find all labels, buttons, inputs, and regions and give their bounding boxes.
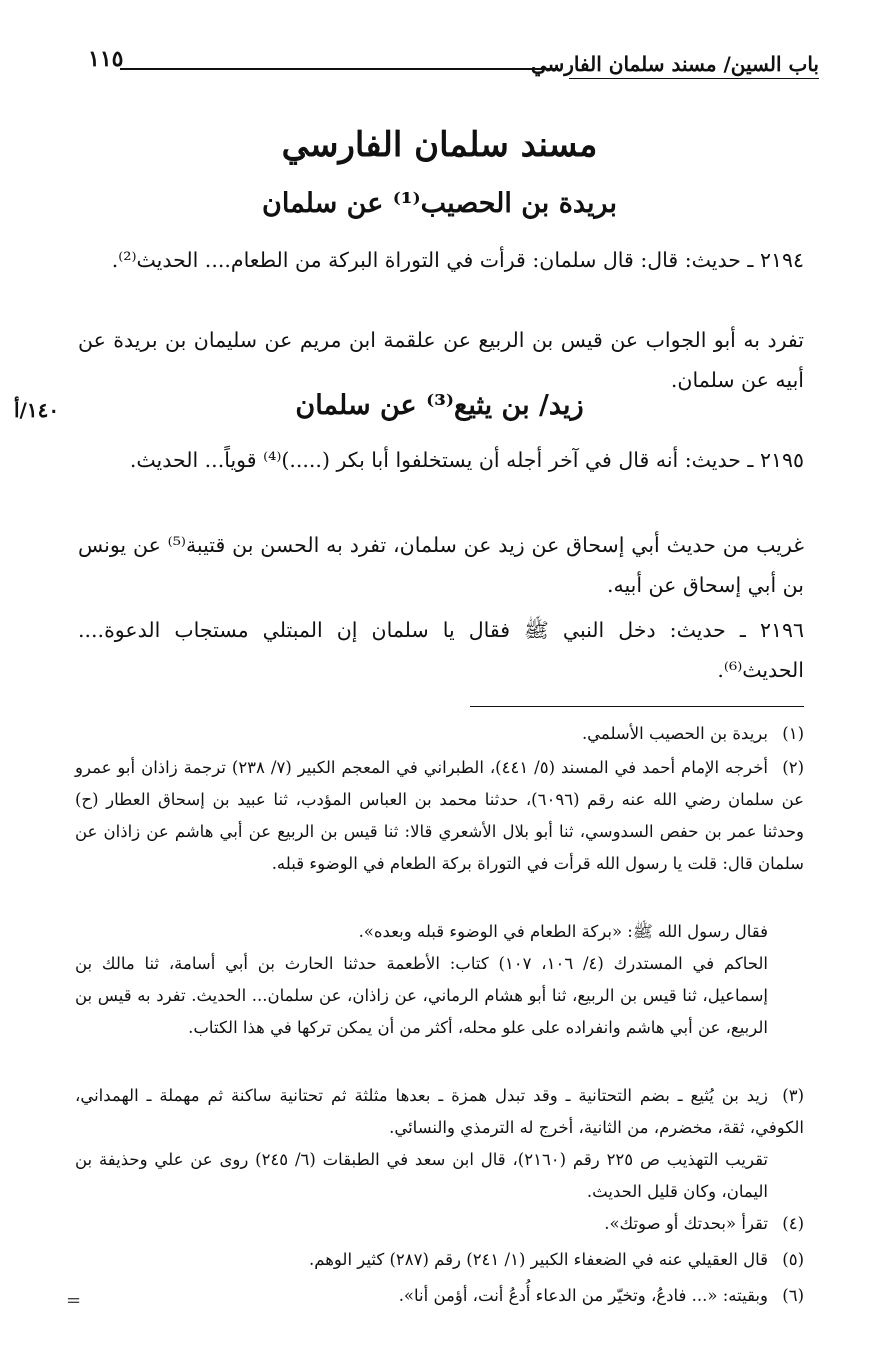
page-title: مسند سلمان الفارسي <box>281 125 598 165</box>
note-paragraph-2: غريب من حديث أبي إسحاق عن زيد عن سلمان، تفرد به الحسن بن قتيبة⁽⁵⁾ عن يونس بن أبي إسحاق عن أبيه. <box>78 533 804 597</box>
footnote-text: قال العقيلي عنه في الضعفاء الكبير (١/ ٢٤١) رقم (٢٨٧) كثير الوهم. <box>308 1250 768 1269</box>
footnote-text: زيد بن يُثيع ـ بضم التحتانية ـ وقد تبدل همزة ـ بعدها مثلثة ثم تحتانية ساكنة ثم مهملة ـ الهمداني، الكوفي، ثقة، مخضرم، من الثانية، أخرج له الترمذي والنسائي. <box>75 1086 804 1137</box>
header-underline <box>569 78 819 79</box>
hadith-2196: ٢١٩٦ ـ حديث: دخل النبي ﷺ فقال يا سلمان إن المبتلي مستجاب الدعوة.... الحديث⁽⁶⁾. <box>78 618 804 682</box>
footnote-text: بريدة بن الحصيب الأسلمي. <box>581 724 768 743</box>
footnote-2-continued-a: فقال رسول الله ﷺ: «بركة الطعام في الوضوء قبله وبعده». <box>358 922 768 941</box>
footnote-text: وبقيته: «... فادعُ، وتخيّر من الدعاء أُدعُ أنت، أؤمن أنا». <box>398 1286 768 1305</box>
footnote-4 <box>75 1208 804 1240</box>
footnote-number: (٣) <box>782 1086 804 1105</box>
margin-mark: = <box>66 1290 82 1311</box>
footnote-2-continued-b: الحاكم في المستدرك (٤/ ١٠٦، ١٠٧) كتاب: الأطعمة حدثنا الحارث بن أبي أسامة، ثنا مالك بن إسماعيل، ثنا قيس بن الربيع، ثنا أبو هشام الرماني، عن زاذان، عن سلمان... الحديث. تفرد به قيس بن الربيع، عن أبي هاشم وانفراده على علو محله، أكثر من أن يمكن تركها في هذا الكتاب. <box>75 954 768 1037</box>
footnote-text: تقرأ «بحدتك أو صوتك». <box>604 1214 768 1233</box>
section-heading-zaid: زيد/ بن يثيع⁽³⁾ عن سلمان <box>295 390 584 421</box>
footnote-number: (٦) <box>782 1286 804 1305</box>
footnote-6 <box>75 1280 804 1312</box>
footnote-5 <box>75 1244 804 1276</box>
footnote-1 <box>75 718 804 750</box>
hadith-2195: ٢١٩٥ ـ حديث: أنه قال في آخر أجله أن يستخلفوا أبا بكر (.....)⁽⁴⁾ قوياً... الحديث. <box>129 448 804 472</box>
note-paragraph-1: تفرد به أبو الجواب عن قيس بن الربيع عن علقمة ابن مريم عن سليمان بن بريدة عن أبيه عن سلمان. <box>78 328 804 392</box>
footnote-separator <box>470 706 804 707</box>
footnote-number: (٢) <box>782 758 804 777</box>
footnote-number: (٥) <box>782 1250 804 1269</box>
footnote-3-continued: تقريب التهذيب ص ٢٢٥ رقم (٢١٦٠)، قال ابن سعد في الطبقات (٦/ ٢٤٥) روى عن علي وحذيفة بن اليمان، وكان قليل الحديث. <box>75 1150 769 1201</box>
footnote-number: (١) <box>782 724 804 743</box>
section-heading-buraida: بريدة بن الحصيب⁽¹⁾ عن سلمان <box>262 188 617 219</box>
footnote-number: (٤) <box>782 1214 804 1233</box>
footnote-text: أخرجه الإمام أحمد في المسند (٥/ ٤٤١)، الطبراني في المعجم الكبير (٧/ ٢٣٨) ترجمة زاذان أبو عمرو عن سلمان رضي الله عنه رقم (٦٠٩٦)، حدثنا محمد بن العباس المؤدب، ثنا عبيد بن إسحاق العطار (ح) وحدثنا عمر بن حفص السدوسي، ثنا أبو بلال الأشعري قالا: ثنا قيس بن الربيع عن أبي هاشم عن زاذان عن سلمان قال: قلت يا رسول الله قرأت في التوراة بركة الطعام في الوضوء قبله. <box>75 758 804 873</box>
running-header-title: باب السين/ مسند سلمان الفارسي <box>530 52 819 76</box>
footnote-2 <box>75 752 804 880</box>
manuscript-folio-ref: ١٤٠/أ <box>14 398 60 422</box>
hadith-2194: ٢١٩٤ ـ حديث: قال: قال سلمان: قرأت في التوراة البركة من الطعام.... الحديث⁽²⁾. <box>111 248 804 272</box>
header-rule <box>120 68 559 70</box>
page-number: ١١٥ <box>88 46 124 72</box>
footnote-3 <box>75 1080 804 1144</box>
